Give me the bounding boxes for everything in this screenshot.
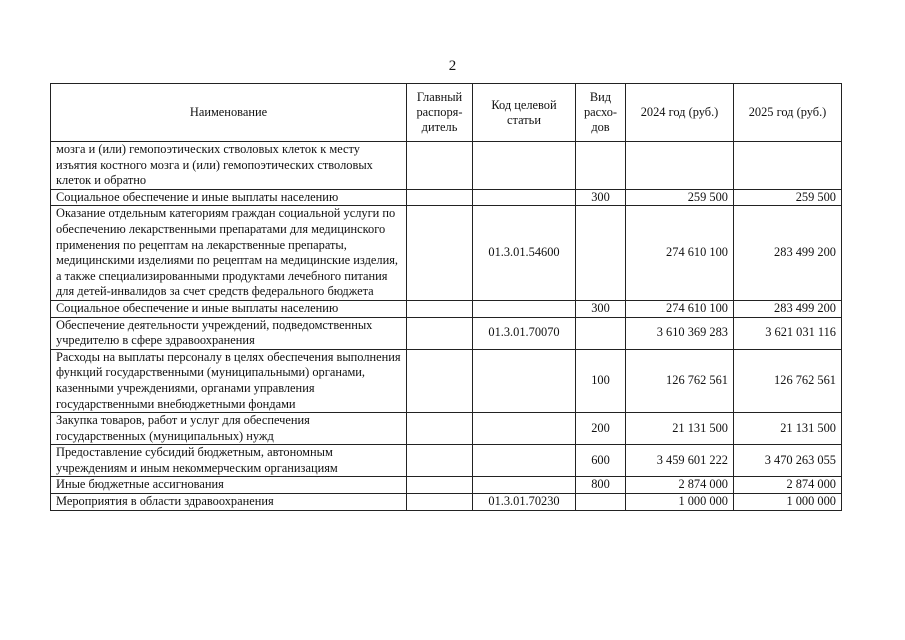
table-row: [51, 300, 842, 317]
row-name-cell: Закупка товаров, работ и услуг для обеспечения государственных (муниципальных) нужд: [51, 413, 407, 445]
table-row: [51, 206, 842, 301]
budget-table: [50, 83, 842, 511]
row-2025-amount-cell: [734, 142, 842, 190]
row-2025-amount-cell: 259 500: [734, 189, 842, 206]
row-target-code-cell: [473, 413, 576, 445]
table-row: [51, 477, 842, 494]
row-target-code-cell: [473, 300, 576, 317]
row-expense-type-cell: [576, 317, 626, 349]
row-expense-type-cell: [576, 142, 626, 190]
row-name-cell: Мероприятия в области здравоохранения: [51, 494, 407, 511]
row-target-code-cell: [473, 349, 576, 412]
header-year-2024: 2024 год (руб.): [626, 84, 734, 142]
table-row: [51, 142, 842, 190]
row-name-cell: Иные бюджетные ассигнования: [51, 477, 407, 494]
row-2024-amount-cell: 21 131 500: [626, 413, 734, 445]
row-2025-amount-cell: 21 131 500: [734, 413, 842, 445]
row-main-manager-cell: [407, 300, 473, 317]
table-row: [51, 413, 842, 445]
row-name-cell: Предоставление субсидий бюджетным, автономным учреждениям и иным некоммерческим организациям: [51, 445, 407, 477]
header-main-manager: Главный распоря-дитель: [407, 84, 473, 142]
row-2024-amount-cell: 1 000 000: [626, 494, 734, 511]
table-row: [51, 494, 842, 511]
row-2024-amount-cell: 274 610 100: [626, 206, 734, 301]
row-2024-amount-cell: 259 500: [626, 189, 734, 206]
row-name-cell: Расходы на выплаты персоналу в целях обеспечения выполнения функций государственными (муниципальными) органами, казенными учреждениями, органами управления государственными внебюджетными фондами: [51, 349, 407, 412]
row-2025-amount-cell: 283 499 200: [734, 300, 842, 317]
row-expense-type-cell: 800: [576, 477, 626, 494]
header-year-2025: 2025 год (руб.): [734, 84, 842, 142]
row-2024-amount-cell: 3 610 369 283: [626, 317, 734, 349]
row-main-manager-cell: [407, 142, 473, 190]
row-2025-amount-cell: 3 470 263 055: [734, 445, 842, 477]
header-expense-type: Вид расхо-дов: [576, 84, 626, 142]
header-target-code: Код целевой статьи: [473, 84, 576, 142]
row-main-manager-cell: [407, 189, 473, 206]
row-2024-amount-cell: 3 459 601 222: [626, 445, 734, 477]
row-main-manager-cell: [407, 494, 473, 511]
row-target-code-cell: [473, 142, 576, 190]
row-main-manager-cell: [407, 206, 473, 301]
table-row: [51, 349, 842, 412]
row-2025-amount-cell: 1 000 000: [734, 494, 842, 511]
row-target-code-cell: [473, 445, 576, 477]
table-row: [51, 317, 842, 349]
row-main-manager-cell: [407, 413, 473, 445]
row-2024-amount-cell: 274 610 100: [626, 300, 734, 317]
row-main-manager-cell: [407, 317, 473, 349]
row-2025-amount-cell: 283 499 200: [734, 206, 842, 301]
row-2024-amount-cell: [626, 142, 734, 190]
row-target-code-cell: [473, 189, 576, 206]
row-name-cell: Социальное обеспечение и иные выплаты населению: [51, 189, 407, 206]
row-main-manager-cell: [407, 349, 473, 412]
row-name-cell: Оказание отдельным категориям граждан социальной услуги по обеспечению лекарственными препаратами для медицинского применения по рецептам на лекарственные препараты, медицинскими изделиями по рецептам на медицинские изделия, а также специализированными продуктами лечебного питания для детей-инвалидов за счет средств федерального бюджета: [51, 206, 407, 301]
row-expense-type-cell: [576, 494, 626, 511]
row-target-code-cell: 01.3.01.70070: [473, 317, 576, 349]
row-expense-type-cell: [576, 206, 626, 301]
row-2025-amount-cell: 2 874 000: [734, 477, 842, 494]
row-main-manager-cell: [407, 477, 473, 494]
row-2024-amount-cell: 2 874 000: [626, 477, 734, 494]
row-expense-type-cell: 600: [576, 445, 626, 477]
row-expense-type-cell: 300: [576, 189, 626, 206]
row-name-cell: Обеспечение деятельности учреждений, подведомственных учредителю в сфере здравоохранения: [51, 317, 407, 349]
row-expense-type-cell: 300: [576, 300, 626, 317]
row-main-manager-cell: [407, 445, 473, 477]
table-row: [51, 189, 842, 206]
row-target-code-cell: [473, 477, 576, 494]
table-header-row: [51, 84, 842, 142]
page-number: 2: [448, 58, 457, 74]
row-2025-amount-cell: 126 762 561: [734, 349, 842, 412]
row-name-cell: Социальное обеспечение и иные выплаты населению: [51, 300, 407, 317]
row-target-code-cell: 01.3.01.70230: [473, 494, 576, 511]
table-row: [51, 445, 842, 477]
row-name-cell: мозга и (или) гемопоэтических стволовых клеток к месту изъятия костного мозга и (или) гемопоэтических стволовых клеток и обратно: [51, 142, 407, 190]
row-expense-type-cell: 200: [576, 413, 626, 445]
row-2024-amount-cell: 126 762 561: [626, 349, 734, 412]
header-name: Наименование: [51, 84, 407, 142]
row-target-code-cell: 01.3.01.54600: [473, 206, 576, 301]
row-expense-type-cell: 100: [576, 349, 626, 412]
row-2025-amount-cell: 3 621 031 116: [734, 317, 842, 349]
